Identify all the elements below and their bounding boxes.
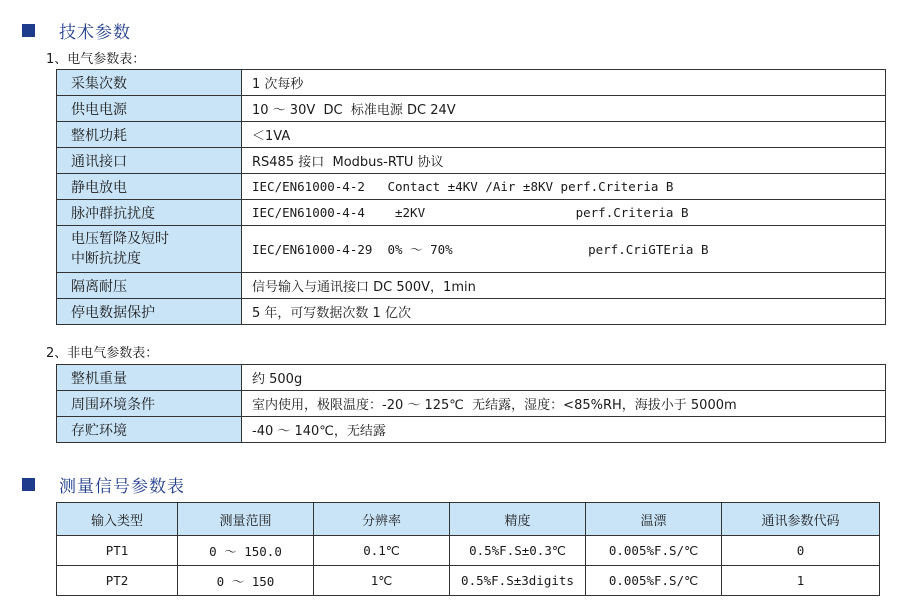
table-row — [57, 391, 886, 417]
non-electrical-params-table — [56, 364, 886, 443]
param-label: 整机重量 — [57, 365, 242, 391]
table-cell: 0.1℃ — [314, 536, 450, 566]
table-row — [57, 200, 886, 226]
param-label: 采集次数 — [57, 70, 242, 96]
param-value: ＜1VA — [242, 122, 886, 148]
measurement-table — [56, 502, 880, 596]
table-cell: 0 ～ 150.0 — [178, 536, 314, 566]
column-header: 通讯参数代码 — [722, 503, 880, 536]
column-header: 分辨率 — [314, 503, 450, 536]
table-cell: 0.005%F.S/℃ — [586, 536, 722, 566]
column-header: 温漂 — [586, 503, 722, 536]
table-cell: 0.005%F.S/℃ — [586, 566, 722, 596]
table-cell: PT1 — [57, 536, 178, 566]
table-row — [57, 148, 886, 174]
table-row — [57, 566, 880, 596]
param-value: 室内使用，极限温度：-20 ～ 125℃ 无结露，湿度：<85%RH，海拔小于 5000m — [242, 391, 886, 417]
param-label-line: 中断抗扰度 — [71, 251, 141, 267]
table-row — [57, 174, 886, 200]
param-label: 周围环境条件 — [57, 391, 242, 417]
table-row — [57, 122, 886, 148]
table-row — [57, 273, 886, 299]
square-bullet-icon — [22, 478, 35, 491]
param-label: 静电放电 — [57, 174, 242, 200]
table-cell: 0 ～ 150 — [178, 566, 314, 596]
non-electrical-caption: 2、非电气参数表： — [46, 346, 159, 361]
table-row — [57, 226, 886, 273]
param-value: IEC/EN61000-4-4 ±2KV perf.Criteria B — [242, 200, 886, 226]
param-label — [57, 226, 242, 273]
param-label: 供电电源 — [57, 96, 242, 122]
param-label: 脉冲群抗扰度 — [57, 200, 242, 226]
param-value: 1 次每秒 — [242, 70, 886, 96]
column-header: 测量范围 — [178, 503, 314, 536]
column-header: 精度 — [450, 503, 586, 536]
section-heading-measurement — [22, 472, 185, 497]
param-value: 信号输入与通讯接口 DC 500V，1min — [242, 273, 886, 299]
table-cell: PT2 — [57, 566, 178, 596]
table-cell: 0 — [722, 536, 880, 566]
table-row — [57, 536, 880, 566]
param-label: 通讯接口 — [57, 148, 242, 174]
param-value: -40 ～ 140℃，无结露 — [242, 417, 886, 443]
table-row — [57, 70, 886, 96]
section-title: 测量信号参数表 — [59, 477, 185, 497]
table-cell: 1 — [722, 566, 880, 596]
param-label: 隔离耐压 — [57, 273, 242, 299]
param-value: RS485 接口 Modbus-RTU 协议 — [242, 148, 886, 174]
electrical-params-table — [56, 69, 886, 325]
param-value: IEC/EN61000-4-2 Contact ±4KV /Air ±8KV perf.Criteria B — [242, 174, 886, 200]
table-row — [57, 96, 886, 122]
column-header: 输入类型 — [57, 503, 178, 536]
square-bullet-icon — [22, 24, 35, 37]
param-value: 10 ～ 30V DC 标准电源 DC 24V — [242, 96, 886, 122]
section-heading-tech-params — [22, 18, 131, 43]
param-value: 约 500g — [242, 365, 886, 391]
table-cell: 0.5%F.S±0.3℃ — [450, 536, 586, 566]
table-row — [57, 299, 886, 325]
param-value: IEC/EN61000-4-29 0% ～ 70% perf.CriGTEria B — [242, 226, 886, 273]
table-row — [57, 417, 886, 443]
param-label-line: 电压暂降及短时 — [71, 231, 169, 247]
table-cell: 0.5%F.S±3digits — [450, 566, 586, 596]
table-cell: 1℃ — [314, 566, 450, 596]
section-title: 技术参数 — [59, 23, 131, 43]
param-label: 存贮环境 — [57, 417, 242, 443]
param-value: 5 年，可写数据次数 1 亿次 — [242, 299, 886, 325]
param-label: 整机功耗 — [57, 122, 242, 148]
electrical-caption: 1、电气参数表： — [46, 52, 146, 67]
table-row — [57, 365, 886, 391]
table-header-row — [57, 503, 880, 536]
param-label: 停电数据保护 — [57, 299, 242, 325]
